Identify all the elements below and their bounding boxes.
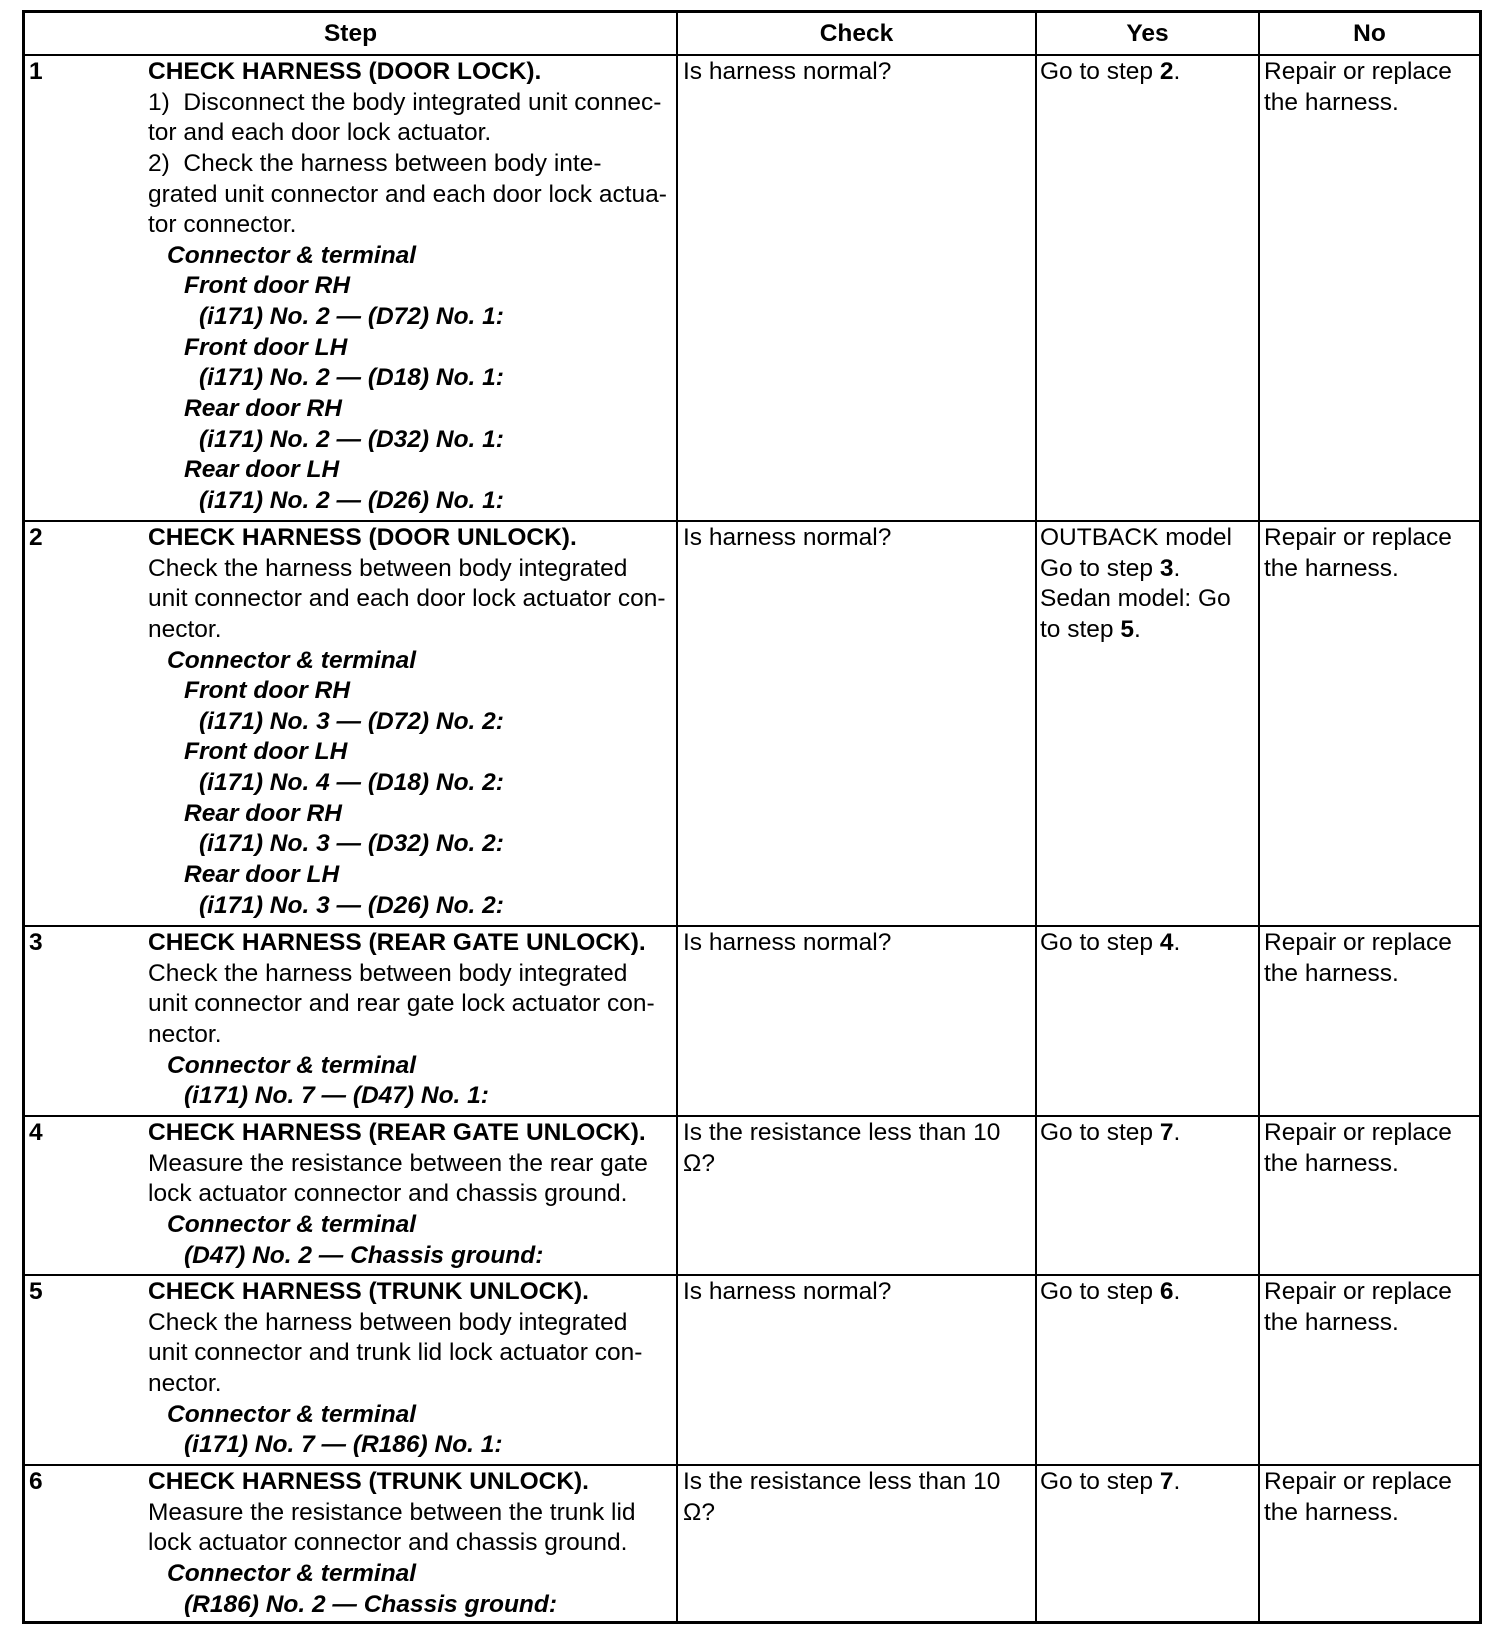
no-action-line: Repair or replace — [1264, 58, 1452, 85]
no-action-line: Repair or replace — [1264, 929, 1452, 956]
step-cell — [25, 522, 676, 925]
step-description — [148, 57, 674, 517]
yes-cell — [1035, 1466, 1258, 1621]
yes-step-number: 2 — [1159, 58, 1174, 85]
yes-step-number: 3 — [1159, 554, 1174, 582]
yes-text: Go to step — [1040, 554, 1160, 582]
terminal-pair: (i171) No. 7 — (R186) No. 1: — [184, 1431, 503, 1459]
yes-action — [1040, 1277, 1258, 1308]
no-cell — [1258, 56, 1479, 520]
yes-punctuation: . — [1173, 58, 1181, 85]
no-action-line: the harness. — [1264, 1498, 1399, 1526]
check-cell — [676, 1466, 1035, 1621]
instruction-line: grated unit connector and each door lock actua- — [148, 180, 667, 208]
yes-punctuation: . — [1173, 554, 1181, 582]
instruction-line: unit connector and each door lock actuator con- — [148, 585, 666, 613]
yes-action — [1040, 615, 1258, 646]
yes-action — [1040, 928, 1258, 959]
table-row — [25, 1274, 1479, 1464]
step-title: CHECK HARNESS (DOOR UNLOCK). — [148, 524, 577, 551]
yes-text: Go to step — [1040, 1119, 1160, 1146]
check-question: Is the resistance less than 10 — [683, 1119, 1001, 1146]
header-check: Check — [676, 13, 1035, 54]
step-cell — [25, 56, 676, 520]
yes-punctuation: . — [1173, 929, 1181, 956]
door-location: Front door RH — [184, 677, 351, 705]
instruction-line: unit connector and trunk lid lock actuator con- — [148, 1339, 643, 1367]
no-cell — [1258, 522, 1479, 925]
no-cell — [1258, 1117, 1479, 1274]
yes-cell — [1035, 1276, 1258, 1464]
yes-step-number: 7 — [1159, 1119, 1174, 1146]
step-description — [148, 1118, 674, 1271]
table-header-row — [25, 13, 1479, 54]
yes-action — [1040, 1467, 1258, 1498]
yes-text: Go to step — [1040, 929, 1160, 956]
yes-cell — [1035, 56, 1258, 520]
step-description — [148, 928, 674, 1112]
door-location: Rear door RH — [184, 395, 342, 423]
check-question: Is harness normal? — [683, 1278, 892, 1305]
yes-punctuation: . — [1173, 1468, 1181, 1495]
no-action-line: the harness. — [1264, 959, 1399, 987]
door-location: Front door RH — [184, 272, 351, 300]
terminal-pair: (R186) No. 2 — Chassis ground: — [184, 1590, 558, 1618]
no-action-line: the harness. — [1264, 554, 1399, 582]
yes-model-label: OUTBACK model — [1040, 524, 1232, 551]
yes-action — [1040, 57, 1258, 88]
step-number: 3 — [29, 929, 43, 956]
connector-terminal-label: Connector & terminal — [167, 1559, 417, 1587]
no-cell — [1258, 1276, 1479, 1464]
yes-step-number: 5 — [1120, 615, 1134, 643]
header-yes: Yes — [1035, 13, 1258, 54]
connector-terminal-label: Connector & terminal — [167, 241, 417, 269]
terminal-pair: (i171) No. 3 — (D32) No. 2: — [199, 830, 504, 858]
no-action-line: the harness. — [1264, 88, 1399, 116]
step-title: CHECK HARNESS (REAR GATE UNLOCK). — [148, 1119, 646, 1146]
instruction-line: Check the harness between body integrated — [148, 554, 628, 582]
check-cell — [676, 1276, 1035, 1464]
instruction-line: Check the harness between body integrated — [148, 959, 628, 987]
no-action-line: the harness. — [1264, 1308, 1399, 1336]
step-number: 6 — [29, 1468, 43, 1495]
table-row — [25, 520, 1479, 925]
yes-text: Go to step — [1040, 58, 1160, 85]
instruction-line: 2) Check the harness between body inte- — [148, 149, 602, 177]
connector-terminal-label: Connector & terminal — [167, 1210, 417, 1238]
instruction-line: unit connector and rear gate lock actuator con- — [148, 990, 655, 1018]
yes-text: to step — [1040, 615, 1121, 643]
connector-terminal-label: Connector & terminal — [167, 646, 417, 674]
connector-terminal-label: Connector & terminal — [167, 1051, 417, 1079]
door-location: Rear door RH — [184, 799, 342, 827]
instruction-line: lock actuator connector and chassis ground. — [148, 1180, 628, 1208]
instruction-line: nector. — [148, 1020, 222, 1048]
yes-cell — [1035, 1117, 1258, 1274]
step-number: 2 — [29, 524, 43, 551]
instruction-line: tor and each door lock actuator. — [148, 119, 492, 147]
step-description — [148, 523, 674, 921]
terminal-pair: (i171) No. 2 — (D32) No. 1: — [199, 425, 504, 453]
check-question: Ω? — [683, 1498, 715, 1526]
terminal-pair: (i171) No. 2 — (D72) No. 1: — [199, 303, 504, 331]
yes-model-label: Sedan model: Go — [1040, 585, 1231, 613]
instruction-line: Measure the resistance between the trunk lid — [148, 1498, 636, 1526]
terminal-pair: (D47) No. 2 — Chassis ground: — [184, 1241, 544, 1269]
header-no: No — [1258, 13, 1479, 54]
step-number: 1 — [29, 58, 43, 85]
step-title: CHECK HARNESS (TRUNK UNLOCK). — [148, 1278, 589, 1305]
table-row — [25, 925, 1479, 1115]
yes-cell — [1035, 522, 1258, 925]
check-question: Is harness normal? — [683, 929, 892, 956]
terminal-pair: (i171) No. 2 — (D18) No. 1: — [199, 364, 504, 392]
no-action-line: Repair or replace — [1264, 1119, 1452, 1146]
terminal-pair: (i171) No. 3 — (D26) No. 2: — [199, 891, 504, 919]
troubleshooting-table — [22, 10, 1482, 1624]
yes-action — [1040, 1118, 1258, 1149]
header-step: Step — [323, 20, 378, 47]
no-action-line: the harness. — [1264, 1149, 1399, 1177]
step-cell — [25, 1466, 676, 1621]
no-cell — [1258, 1466, 1479, 1621]
step-number: 5 — [29, 1278, 43, 1305]
connector-terminal-label: Connector & terminal — [167, 1400, 417, 1428]
check-question: Ω? — [683, 1149, 715, 1177]
yes-text: Go to step — [1040, 1468, 1160, 1495]
door-location: Rear door LH — [184, 456, 340, 484]
step-cell — [25, 1276, 676, 1464]
check-cell — [676, 56, 1035, 520]
no-action-line: Repair or replace — [1264, 1278, 1452, 1305]
yes-punctuation: . — [1173, 1119, 1181, 1146]
step-cell — [25, 927, 676, 1115]
instruction-line: nector. — [148, 615, 222, 643]
yes-punctuation: . — [1134, 615, 1141, 643]
table-row — [25, 1115, 1479, 1274]
no-action-line: Repair or replace — [1264, 1468, 1452, 1495]
yes-text: Go to step — [1040, 1278, 1160, 1305]
step-description — [148, 1277, 674, 1461]
check-question: Is the resistance less than 10 — [683, 1468, 1001, 1495]
yes-step-number: 6 — [1159, 1278, 1174, 1305]
terminal-pair: (i171) No. 4 — (D18) No. 2: — [199, 769, 504, 797]
instruction-line: nector. — [148, 1369, 222, 1397]
instruction-line: lock actuator connector and chassis ground. — [148, 1529, 628, 1557]
terminal-pair: (i171) No. 3 — (D72) No. 2: — [199, 707, 504, 735]
terminal-pair: (i171) No. 7 — (D47) No. 1: — [184, 1082, 489, 1110]
instruction-line: 1) Disconnect the body integrated unit connec- — [148, 88, 662, 116]
door-location: Front door LH — [184, 333, 348, 361]
check-cell — [676, 927, 1035, 1115]
terminal-pair: (i171) No. 2 — (D26) No. 1: — [199, 486, 504, 514]
check-question: Is harness normal? — [683, 524, 892, 551]
door-location: Front door LH — [184, 738, 348, 766]
yes-punctuation: . — [1173, 1278, 1181, 1305]
instruction-line: tor connector. — [148, 211, 297, 239]
yes-cell — [1035, 927, 1258, 1115]
instruction-line: Measure the resistance between the rear gate — [148, 1149, 648, 1177]
table-row — [25, 54, 1479, 520]
step-title: CHECK HARNESS (DOOR LOCK). — [148, 58, 542, 85]
instruction-line: Check the harness between body integrated — [148, 1308, 628, 1336]
step-number: 4 — [29, 1119, 43, 1146]
step-description — [148, 1467, 674, 1620]
door-location: Rear door LH — [184, 861, 340, 889]
table-row — [25, 1464, 1479, 1621]
check-cell — [676, 1117, 1035, 1274]
check-question: Is harness normal? — [683, 58, 892, 85]
check-cell — [676, 522, 1035, 925]
no-action-line: Repair or replace — [1264, 524, 1452, 551]
step-title: CHECK HARNESS (REAR GATE UNLOCK). — [148, 929, 646, 956]
yes-step-number: 7 — [1159, 1468, 1174, 1495]
yes-step-number: 4 — [1159, 929, 1174, 956]
yes-action — [1040, 554, 1258, 585]
no-cell — [1258, 927, 1479, 1115]
step-cell — [25, 1117, 676, 1274]
step-title: CHECK HARNESS (TRUNK UNLOCK). — [148, 1468, 589, 1495]
